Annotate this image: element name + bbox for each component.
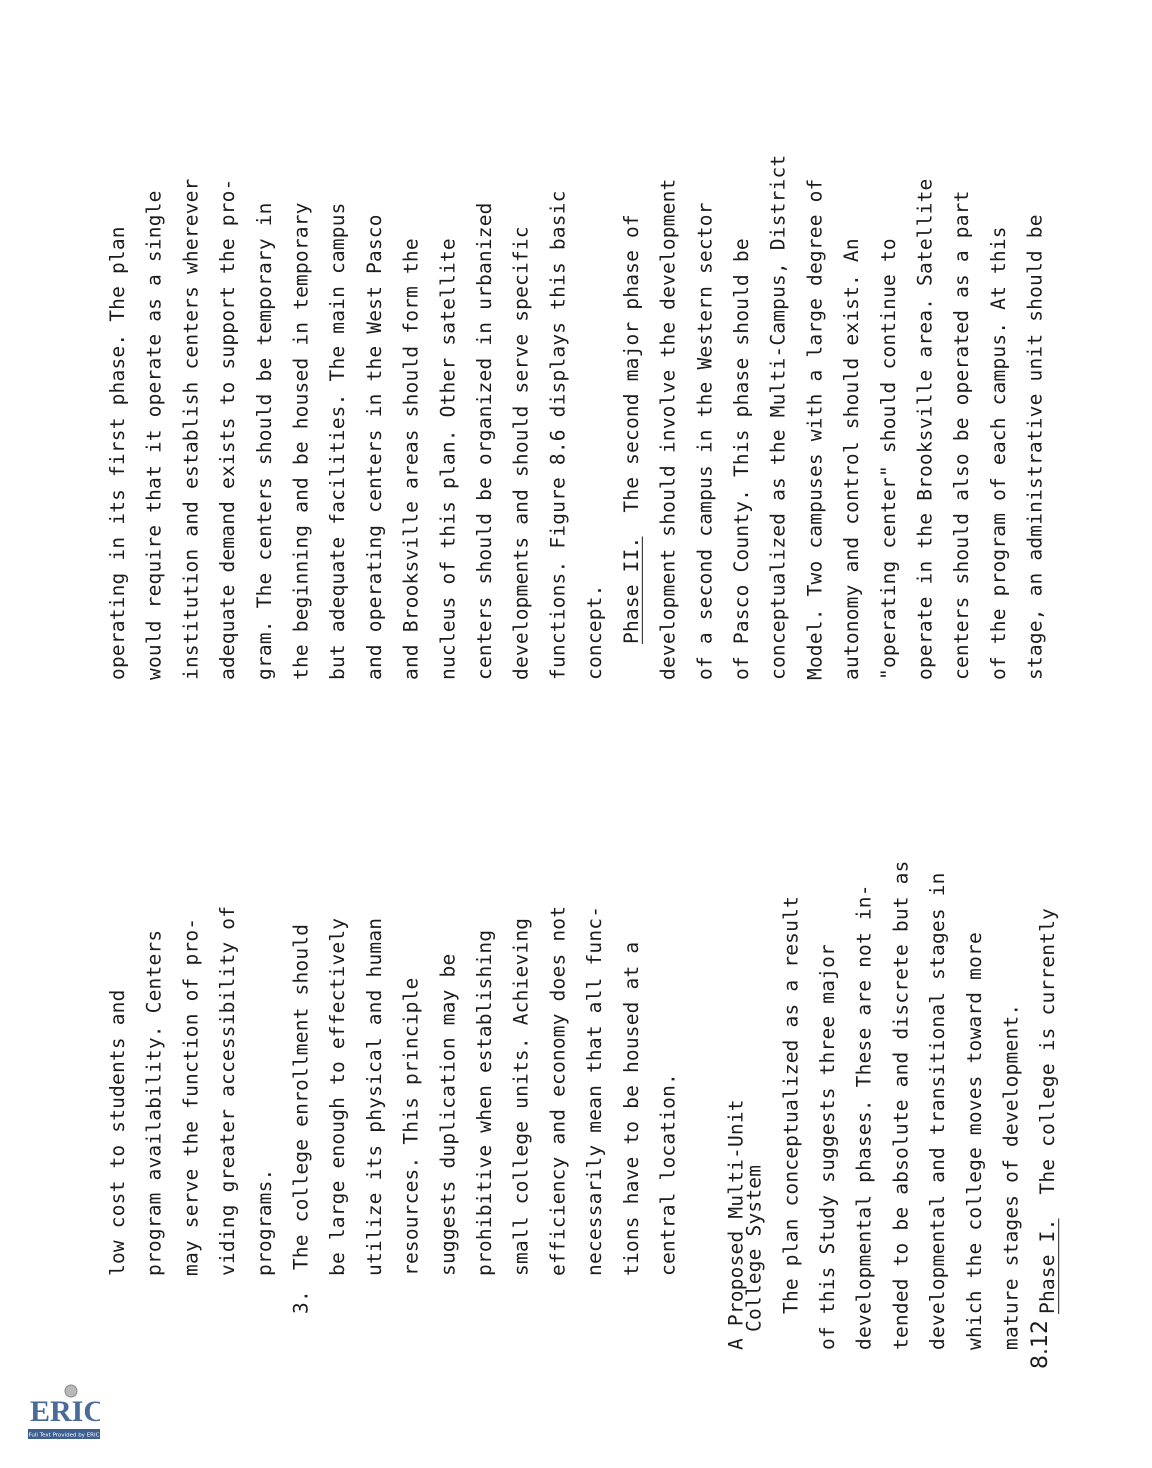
text-line: central location. xyxy=(656,1073,680,1276)
text-line: of Pasco County. This phase should be xyxy=(729,238,753,680)
text-line: development should involve the development xyxy=(656,178,680,680)
eric-tagline: Full Text Provided by ERIC xyxy=(28,1432,100,1439)
text-line: operate in the Brooksville area. Satellite xyxy=(913,178,937,680)
text-line: viding greater accessibility of xyxy=(216,905,240,1276)
text-line: stage, an administrative unit should be xyxy=(1023,214,1047,680)
text-line: The plan conceptualized as a result xyxy=(779,896,803,1314)
right-column xyxy=(100,40,1045,680)
text-line: low cost to students and xyxy=(106,989,129,1276)
text-line: be large enough to effectively xyxy=(326,917,350,1276)
text-line: autonomy and control should exist. An xyxy=(840,238,864,680)
text-line: of the program of each campus. At this xyxy=(986,226,1010,680)
text-line: efficiency and economy does not xyxy=(546,905,570,1276)
text-line: institution and establish centers wherever xyxy=(179,178,203,680)
text-line: The college is currently xyxy=(1036,908,1060,1195)
text-line: functions. Figure 8.6 displays this basic xyxy=(546,190,570,680)
text-line: conceptualized as the Multi-Campus, District xyxy=(766,154,790,680)
text-line: Model. Two campuses with a large degree of xyxy=(803,178,827,680)
text-line: "operating center" should continue to xyxy=(876,238,900,680)
list-number: 3. xyxy=(289,1290,313,1314)
text-line: would require that it operate as a single xyxy=(142,190,166,680)
text-line: resources. This principle xyxy=(399,977,423,1276)
text-line: and Brooksville areas should form the xyxy=(399,238,423,680)
text-line: The college enrollment should xyxy=(289,923,313,1271)
text-line: necessarily mean that all func- xyxy=(583,905,607,1276)
text-line: operating in its first phase. The plan xyxy=(106,226,129,680)
text-line: utilize its physical and human xyxy=(362,917,386,1276)
text-line: gram. The centers should be temporary in xyxy=(252,202,276,680)
eric-logo xyxy=(28,1383,100,1443)
text-line: programs. xyxy=(252,1168,276,1276)
text-line: The second major phase of xyxy=(619,214,643,513)
eric-logo-graphic xyxy=(28,1383,100,1443)
phase2-paragraph xyxy=(614,40,651,680)
text-line: prohibitive when establishing xyxy=(473,929,497,1276)
text-line: program availability. Centers xyxy=(142,929,166,1276)
text-line: and operating centers in the West Pasco xyxy=(362,214,386,680)
text-line: of this Study suggests three major xyxy=(815,944,839,1350)
text-line: but adequate facilities. The main campus xyxy=(326,202,350,680)
text-line: adequate demand exists to support the pro- xyxy=(216,178,240,680)
text-line: centers should be organized in urbanized xyxy=(473,202,497,680)
text-line: developments and should serve specific xyxy=(509,226,533,680)
svg-text:ERIC: ERIC xyxy=(30,1395,100,1428)
text-line: nucleus of this plan. Other satellite xyxy=(436,238,460,680)
text-line: tended to be absolute and discrete but as xyxy=(889,860,913,1350)
text-line: the beginning and be housed in temporary xyxy=(289,202,313,680)
text-line: centers should also be operated as a part xyxy=(950,190,974,680)
text-line: mature stages of development. xyxy=(999,1003,1023,1350)
text-line: of a second campus in the Western sector xyxy=(693,202,717,680)
text-line: developmental and transitional stages in xyxy=(926,872,950,1350)
text-line: small college units. Achieving xyxy=(509,917,533,1276)
section-heading-line2: College System xyxy=(742,1164,766,1332)
text-line: may serve the function of pro- xyxy=(179,917,203,1276)
phase2-label: Phase II. xyxy=(619,536,643,644)
phase1-label: Phase I. xyxy=(1036,1218,1060,1314)
section-heading-line1: A Proposed Multi-Unit xyxy=(724,1099,748,1350)
text-line: concept. xyxy=(583,584,607,680)
text-line: suggests duplication may be xyxy=(436,953,460,1276)
text-line: developmental phases. These are not in- xyxy=(852,884,876,1350)
text-line: tions have to be housed at a xyxy=(619,941,643,1276)
text-line: which the college moves toward more xyxy=(962,932,986,1350)
page-number: 8.12 xyxy=(1028,1320,1053,1369)
